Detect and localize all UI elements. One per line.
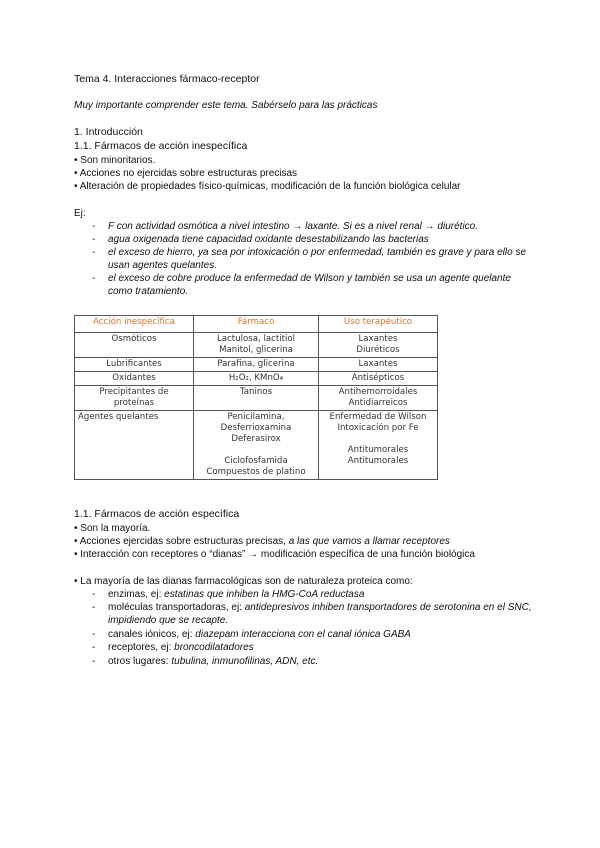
bullet-item: • Interacción con receptores o “dianas” → modificación específica de una función biológica <box>74 549 475 560</box>
example-item <box>92 220 532 233</box>
bullet-text: • Acciones ejercidas sobre estructuras precisas, <box>74 536 286 547</box>
target-item <box>92 588 532 601</box>
subheading-especifica: 1.1. Fármacos de acción específica <box>74 508 240 520</box>
cell-line: Intoxicación por Fe <box>337 423 419 433</box>
table-cell <box>194 333 319 358</box>
table-cell <box>319 411 438 480</box>
target-type: enzimas, ej: <box>108 589 162 600</box>
cell-line: Compuestos de platino <box>206 467 306 477</box>
target-example: broncodilatadores <box>174 642 254 653</box>
dash-marker: - <box>92 589 96 600</box>
table-cell <box>194 411 319 480</box>
cell-line: Antidiarreicos <box>348 398 408 408</box>
table-cell: Taninos <box>194 386 319 411</box>
target-type: otros lugares: <box>108 656 169 667</box>
cell-line: Lactulosa, lactitiol <box>217 334 295 344</box>
cell-line: Antitumorales <box>347 456 409 466</box>
table-cell: Antisépticos <box>319 372 438 386</box>
dash-marker: - <box>92 656 96 667</box>
dash-marker: - <box>92 234 96 245</box>
table-cell: Osmóticos <box>75 333 194 358</box>
table-header-row <box>75 316 438 333</box>
column-header: Fármaco <box>194 316 319 333</box>
section-heading-intro: 1. Introducción <box>74 126 143 138</box>
dash-marker: - <box>92 602 96 613</box>
example-item <box>92 246 532 272</box>
cell-line: Antihemorroidales <box>338 387 418 397</box>
column-header: Uso terapéutico <box>319 316 438 333</box>
table-cell: Laxantes <box>319 358 438 372</box>
bullet-item: • Son minoritarios. <box>74 155 156 166</box>
example-text: el exceso de cobre produce la enfermedad de Wilson y también se usa un agente quelante como tratamiento. <box>108 273 511 297</box>
cell-line: Enfermedad de Wilson <box>329 412 427 422</box>
drug-table <box>74 315 438 480</box>
table-cell: Lubrificantes <box>75 358 194 372</box>
dash-marker: - <box>92 273 96 284</box>
table-row <box>75 372 438 386</box>
table-row <box>75 333 438 358</box>
target-example: tubulina, inmunofilinas, ADN, etc. <box>171 656 319 667</box>
dash-marker: - <box>92 629 96 640</box>
bullet-item: • Son la mayoría. <box>74 523 151 534</box>
bullet-item: • Alteración de propiedades físico-químicas, modificación de la función biológica celular <box>74 181 461 192</box>
dash-marker: - <box>92 221 96 232</box>
cell-line: Antitumorales <box>347 445 409 455</box>
example-text: el exceso de hierro, ya sea por intoxicación o por enfermedad, también es grave y para ello se usan agentes quelantes. <box>108 247 527 271</box>
bullet-item: • La mayoría de las dianas farmacológicas son de naturaleza proteica como: <box>74 576 413 587</box>
table-cell: Oxidantes <box>75 372 194 386</box>
target-example: estatinas que inhiben la HMG-CoA reductasa <box>164 589 365 600</box>
table-cell: Parafina, glicerina <box>194 358 319 372</box>
target-example: antidepresivos inhiben transportadores de serotonina en el SNC, impidiendo que se recapte. <box>108 602 532 626</box>
table-row <box>75 386 438 411</box>
bullet-text-italic: a las que vamos a llamar receptores <box>288 536 450 547</box>
cell-line: Penicilamina, <box>227 412 285 422</box>
example-text: F con actividad osmótica a nivel intestino → laxante. Si es a nivel renal → diurético. <box>108 221 478 232</box>
table-cell: Agentes quelantes <box>75 411 194 480</box>
target-type: canales iónicos, ej: <box>108 629 193 640</box>
page-title: Tema 4. Interacciones fármaco-receptor <box>74 73 260 85</box>
table-cell: Precipitantes de proteínas <box>75 386 194 411</box>
target-item <box>92 641 532 654</box>
table-cell: H₂O₂, KMnO₄ <box>194 372 319 386</box>
example-item <box>92 233 532 246</box>
target-type: moléculas transportadoras, ej: <box>108 602 242 613</box>
bullet-item <box>74 535 450 548</box>
dash-marker: - <box>92 642 96 653</box>
target-item <box>92 601 532 627</box>
target-type: receptores, ej: <box>108 642 172 653</box>
cell-line: Desferrioxamina <box>220 423 292 433</box>
target-item <box>92 628 532 641</box>
table-row <box>75 358 438 372</box>
example-text: agua oxigenada tiene capacidad oxidante desestabilizando las bacterias <box>108 234 429 245</box>
cell-line: Diuréticos <box>356 345 400 355</box>
example-label: Ej: <box>74 208 86 219</box>
table-cell <box>319 386 438 411</box>
cell-line: Deferasirox <box>231 434 281 444</box>
subheading-inespecifica: 1.1. Fármacos de acción inespecífica <box>74 140 248 152</box>
table-row <box>75 411 438 480</box>
cell-line: Ciclofosfamida <box>224 456 288 466</box>
target-example: diazepam interacciona con el canal iónica GABA <box>195 629 411 640</box>
column-header: Acción inespecífica <box>75 316 194 333</box>
example-item <box>92 272 532 298</box>
bullet-item: • Acciones no ejercidas sobre estructuras precisas <box>74 168 298 179</box>
note-text: Muy importante comprender este tema. Sabérselo para las prácticas <box>74 100 378 111</box>
target-item <box>92 655 532 668</box>
dash-marker: - <box>92 247 96 258</box>
cell-line: Manitol, glicerina <box>219 345 293 355</box>
table-cell <box>319 333 438 358</box>
cell-line: Laxantes <box>358 334 398 344</box>
